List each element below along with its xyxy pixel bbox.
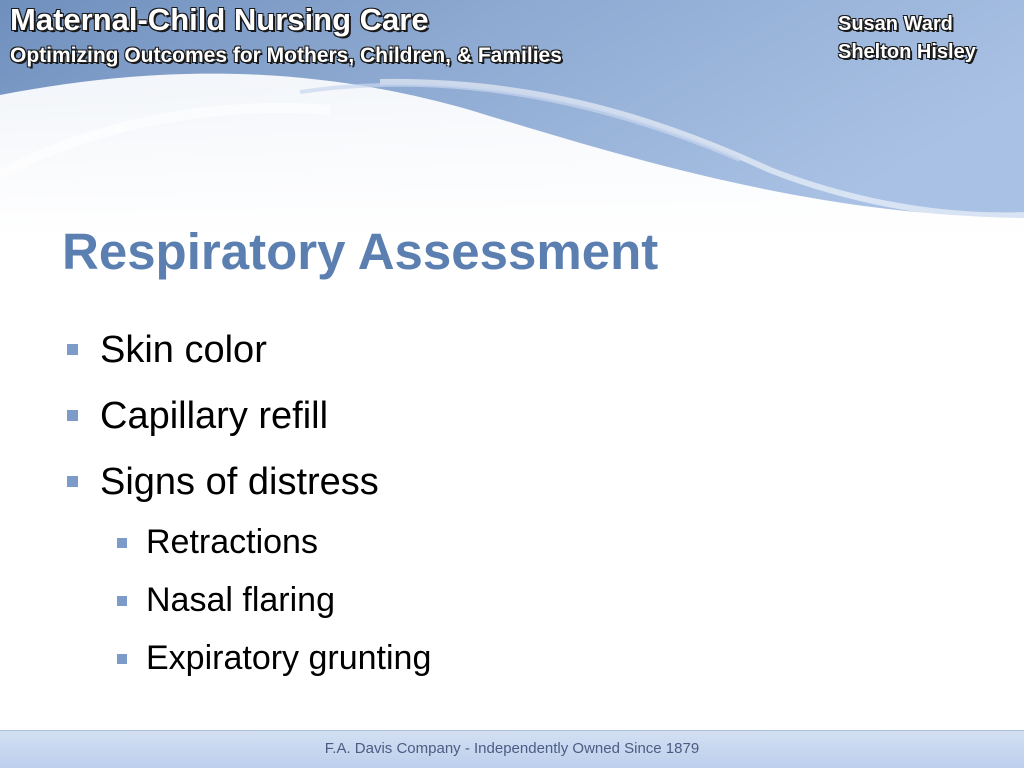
square-bullet-icon	[117, 596, 127, 606]
sub-bullet-item	[0, 638, 1024, 696]
square-bullet-icon	[67, 476, 78, 487]
square-bullet-icon	[67, 410, 78, 421]
author-name: Shelton Hisley	[838, 41, 976, 63]
square-bullet-icon	[117, 538, 127, 548]
bullet-text: Skin color	[100, 329, 267, 371]
sub-bullet-item	[0, 580, 1024, 638]
sub-bullet-text: Retractions	[146, 523, 318, 561]
bullet-item	[0, 324, 1024, 390]
author-list	[838, 10, 976, 66]
footer-bar	[0, 730, 1024, 768]
sub-bullet-text: Nasal flaring	[146, 581, 335, 619]
slide-title: Respiratory Assessment	[62, 223, 659, 280]
author-name: Susan Ward	[838, 13, 953, 35]
bullet-item	[0, 390, 1024, 456]
square-bullet-icon	[67, 344, 78, 355]
book-subtitle: Optimizing Outcomes for Mothers, Children, & Families	[10, 44, 562, 67]
bullet-text: Capillary refill	[100, 395, 329, 437]
sub-bullet-item	[0, 522, 1024, 580]
bullet-item	[0, 456, 1024, 522]
book-title: Maternal-Child Nursing Care	[10, 2, 429, 37]
bullet-text: Signs of distress	[100, 461, 379, 503]
square-bullet-icon	[117, 654, 127, 664]
bullet-list	[0, 324, 1024, 696]
footer-text: F.A. Davis Company - Independently Owned Since 1879	[324, 740, 700, 757]
sub-bullet-text: Expiratory grunting	[146, 639, 432, 677]
